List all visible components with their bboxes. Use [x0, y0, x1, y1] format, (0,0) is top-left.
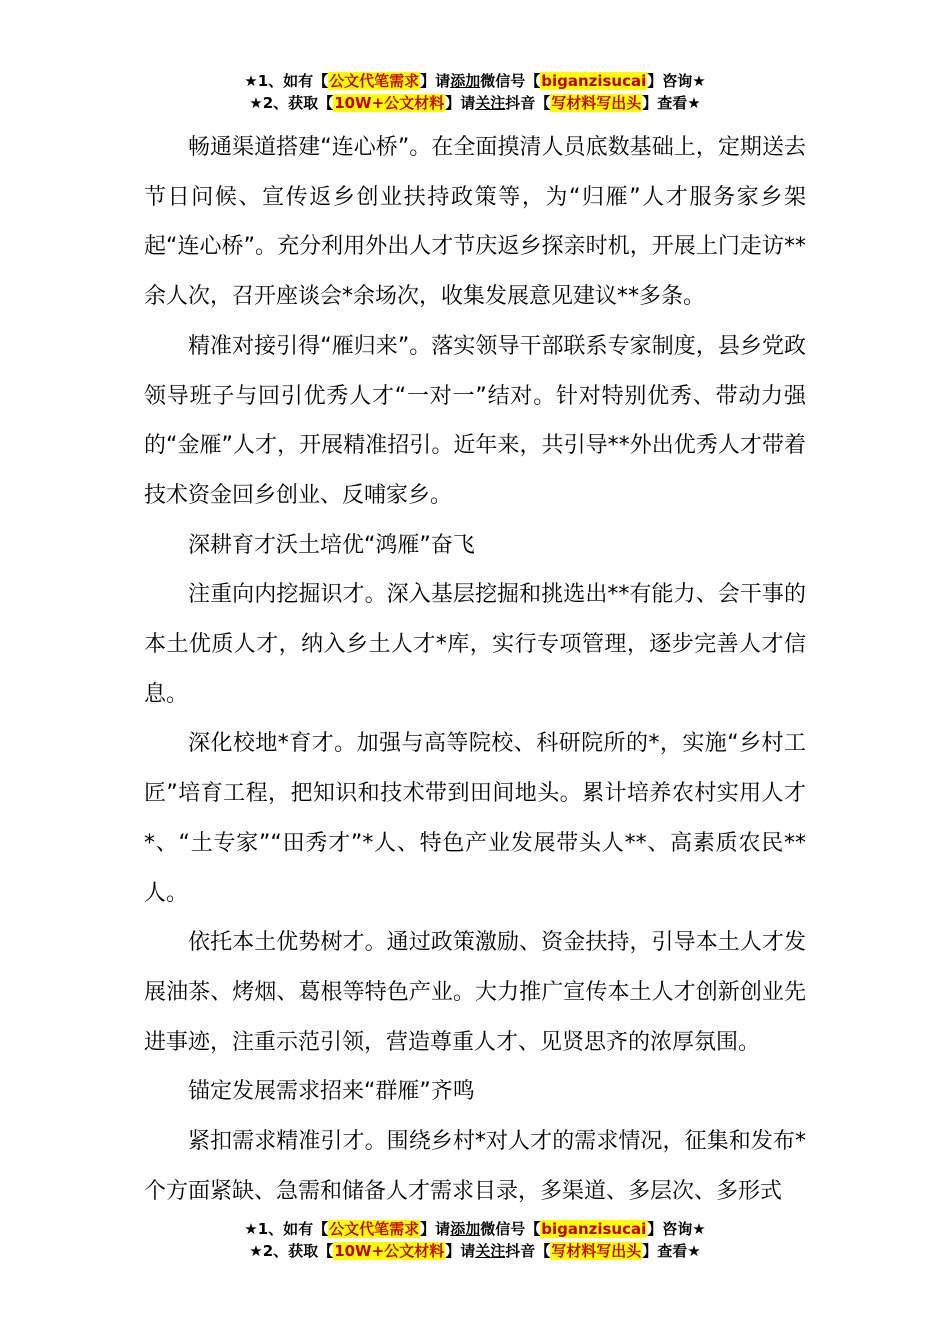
paragraph: 依托本土优势树才。通过政策激励、资金扶持，引导本土人才发展油茶、烤烟、葛根等特色产业。大力推广宣传本土人才创新创业先进事迹，注重示范引领，营造尊重人才、见贤思齐的浓厚氛围。 [144, 930, 806, 1055]
highlight-wechat-id: biganzisucai [541, 72, 647, 90]
paragraph: 深化校地*育才。加强与高等院校、科研院所的*，实施“乡村工匠”培育工程，把知识和技术带到田间地头。累计培养农村实用人才*、“土专家”“田秀才”*人、特色产业发展带头人**、高素质农民**人。 [144, 731, 806, 906]
section-heading: 深耕育才沃土培优“鸿雁”奋飞 [188, 532, 475, 558]
highlight-materials: 10W+公文材料 [334, 1242, 445, 1260]
paragraph: 紧扣需求精准引才。围绕乡村*对人才的需求情况，征集和发布*个方面紧缺、急需和储备人才需求目录，多渠道、多层次、多形式 [144, 1129, 806, 1204]
document-body [144, 123, 806, 1216]
paragraph: 注重向内挖掘识才。深入基层挖掘和挑选出**有能力、会干事的本土优质人才，纳入乡土人才*库，实行专项管理，逐步完善人才信息。 [144, 582, 806, 707]
highlight-wechat-id: biganzisucai [541, 1220, 647, 1238]
footer-promo-banner [0, 1218, 950, 1262]
promo-line-1: ★1、如有【公文代笔需求】请添加微信号【biganzisucai】咨询★ [244, 72, 706, 90]
paragraph: 畅通渠道搭建“连心桥”。在全面摸清人员底数基础上，定期送去节日问候、宣传返乡创业扶持政策等，为“归雁”人才服务家乡架起“连心桥”。充分利用外出人才节庆返乡探亲时机，开展上门走访**余人次，召开座谈会*余场次，收集发展意见建议**多条。 [144, 135, 806, 310]
promo-line-2: ★2、获取【10W+公文材料】请关注抖音【写材料写出头】查看★ [249, 1242, 701, 1260]
highlight-douyin: 写材料写出头 [551, 94, 642, 112]
header-promo-banner [0, 70, 950, 114]
highlight-service: 公文代笔需求 [329, 72, 420, 90]
promo-line-2: ★2、获取【10W+公文材料】请关注抖音【写材料写出头】查看★ [249, 94, 701, 112]
highlight-service: 公文代笔需求 [329, 1220, 420, 1238]
highlight-materials: 10W+公文材料 [334, 94, 445, 112]
section-heading: 锚定发展需求招来“群雁”齐鸣 [188, 1079, 475, 1105]
promo-line-1: ★1、如有【公文代笔需求】请添加微信号【biganzisucai】咨询★ [244, 1220, 706, 1238]
highlight-douyin: 写材料写出头 [551, 1242, 642, 1260]
paragraph: 精准对接引得“雁归来”。落实领导干部联系专家制度，县乡党政领导班子与回引优秀人才“一对一”结对。针对特别优秀、带动力强的“金雁”人才，开展精准招引。近年来，共引导**外出优秀人才带着技术资金回乡创业、反哺家乡。 [144, 333, 806, 508]
